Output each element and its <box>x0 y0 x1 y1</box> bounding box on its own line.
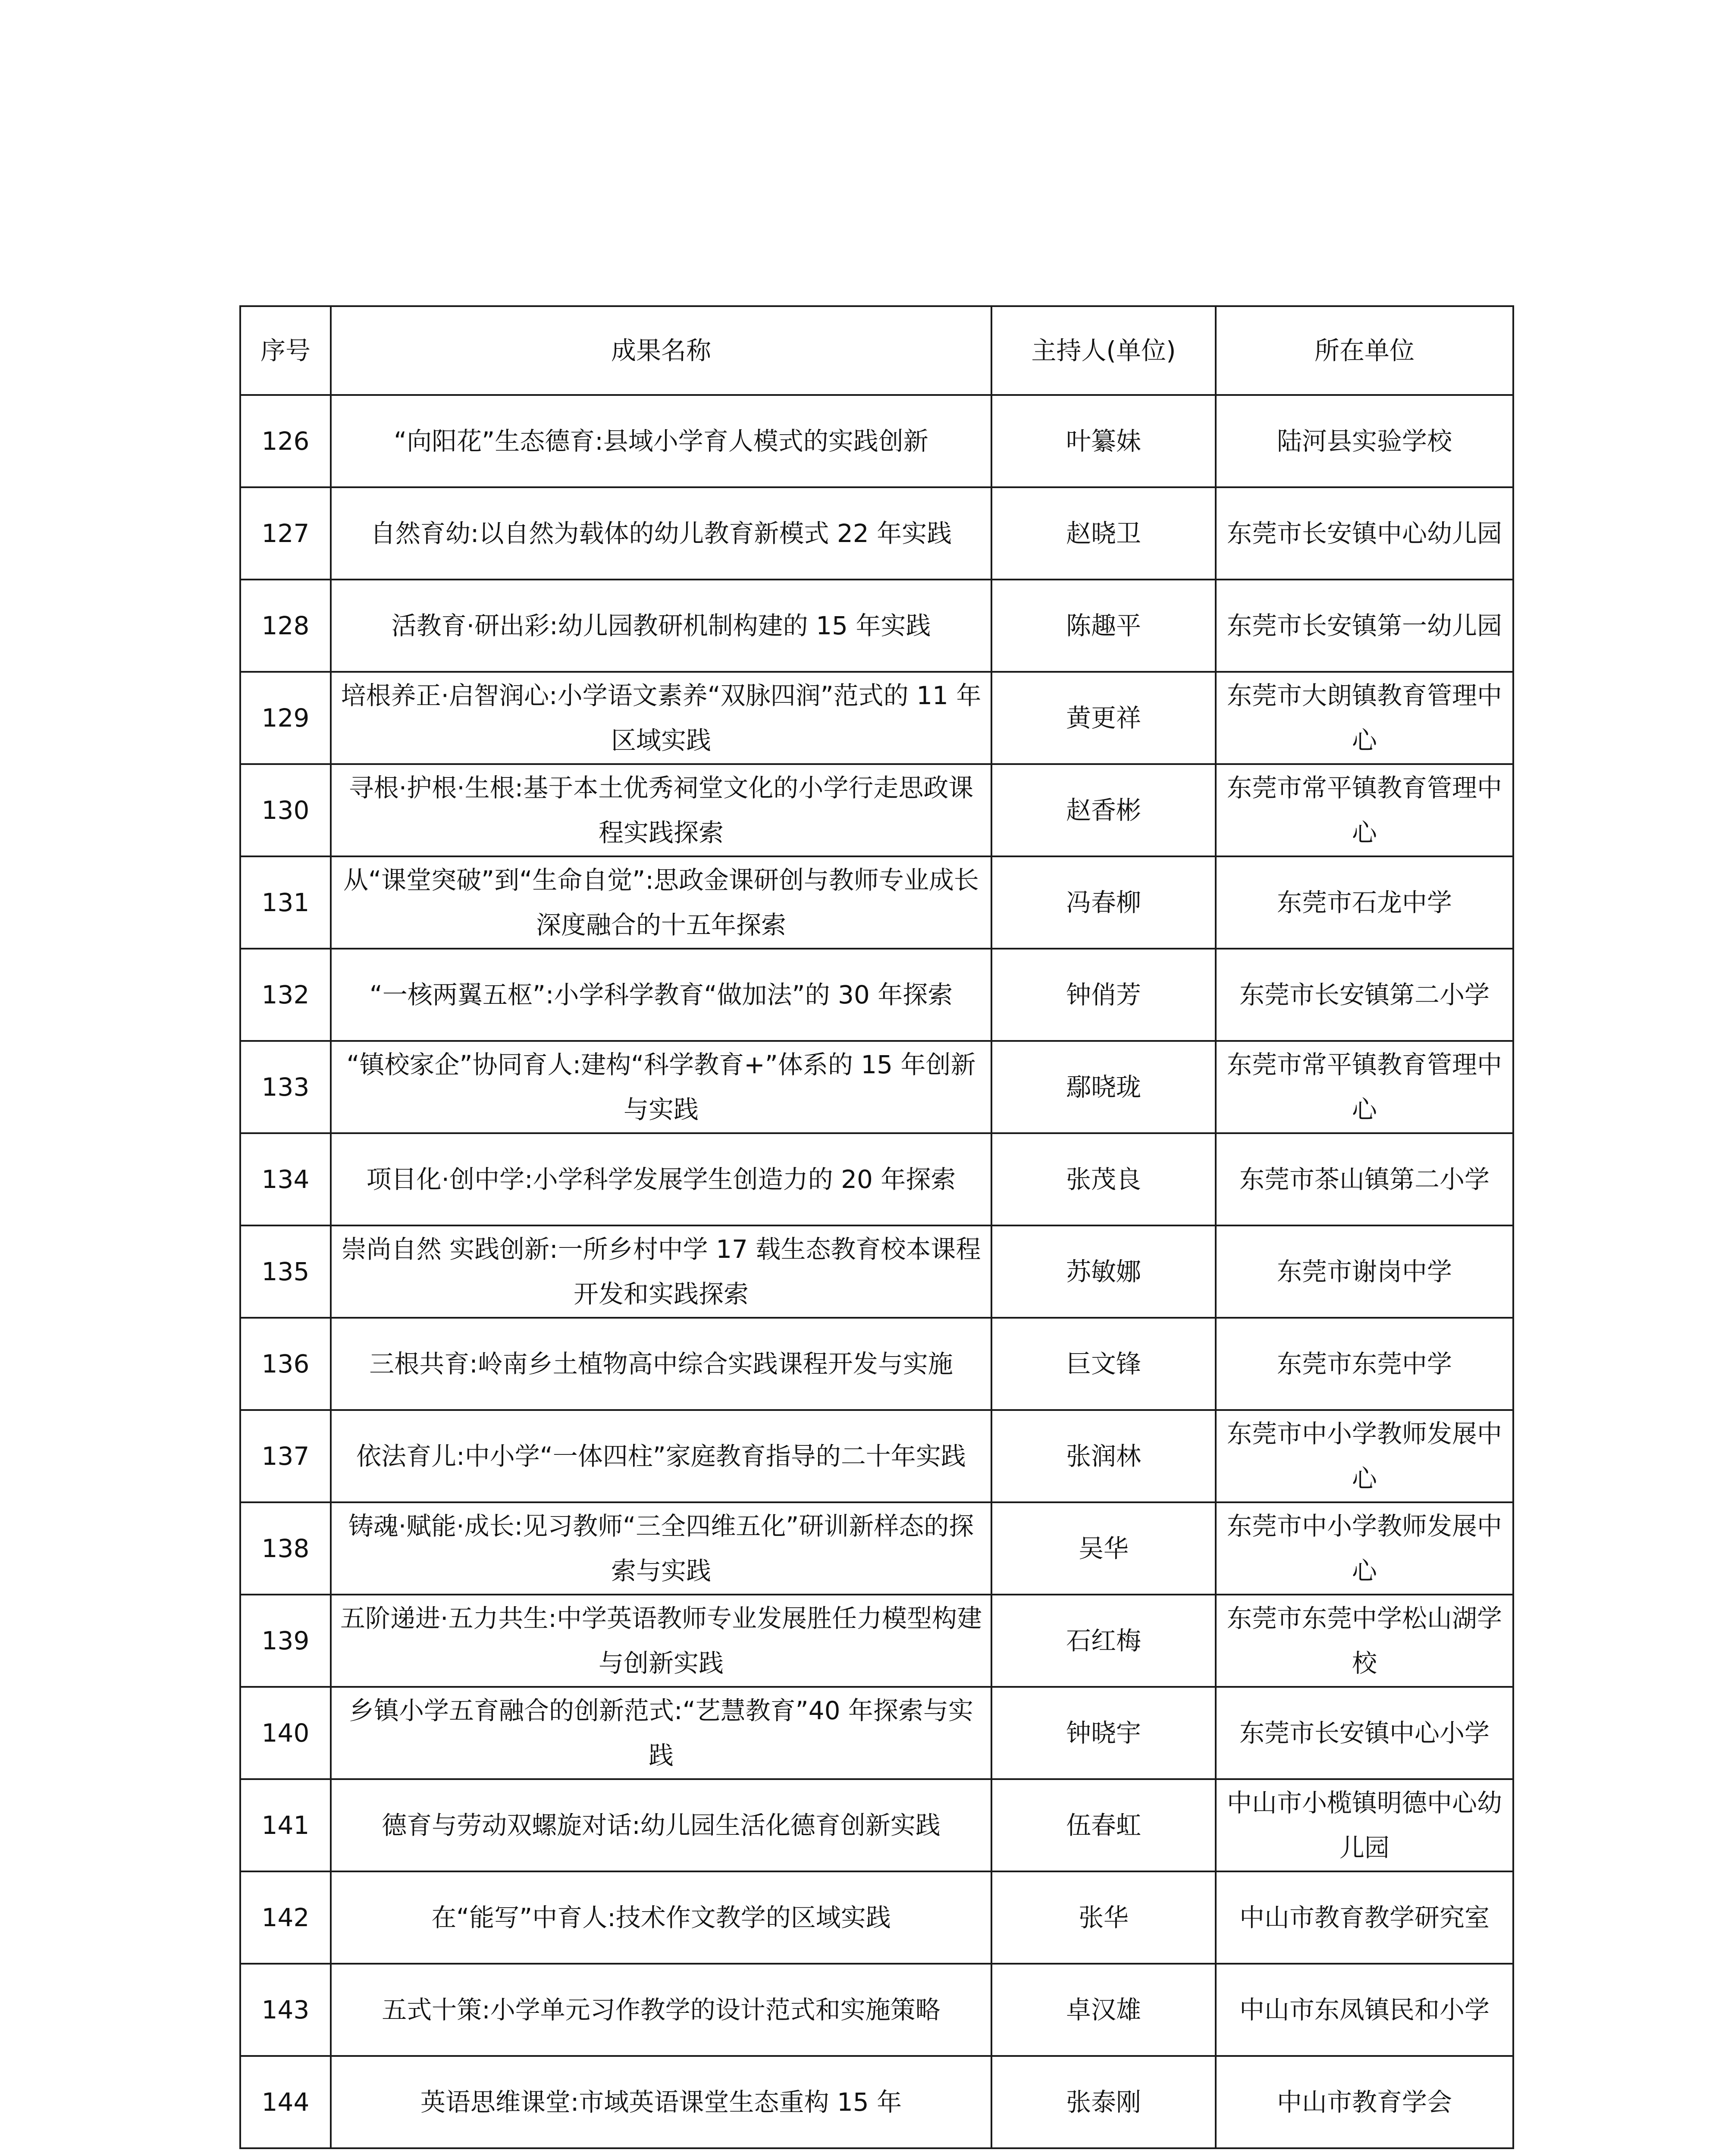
table-row <box>240 1871 1513 1964</box>
cell-unit: 东莞市谢岗中学 <box>1216 1225 1513 1318</box>
cell-unit: 东莞市东莞中学松山湖学校 <box>1216 1595 1513 1687</box>
cell-host: 陈趣平 <box>991 580 1216 672</box>
cell-serial-number: 142 <box>240 1871 331 1964</box>
cell-host: 鄢晓珑 <box>991 1041 1216 1133</box>
cell-host: 钟晓宇 <box>991 1687 1216 1779</box>
cell-unit: 东莞市大朗镇教育管理中心 <box>1216 672 1513 764</box>
cell-unit: 东莞市中小学教师发展中心 <box>1216 1410 1513 1502</box>
cell-result-name: 在“能写”中育人:技术作文教学的区域实践 <box>331 1871 991 1964</box>
header-result-name: 成果名称 <box>331 306 991 395</box>
cell-result-name: 项目化·创中学:小学科学发展学生创造力的 20 年探索 <box>331 1133 991 1225</box>
cell-result-name: 铸魂·赋能·成长:见习教师“三全四维五化”研训新样态的探索与实践 <box>331 1502 991 1595</box>
table-row <box>240 1133 1513 1225</box>
table-row <box>240 487 1513 580</box>
cell-unit: 中山市教育学会 <box>1216 2056 1513 2148</box>
cell-host: 伍春虹 <box>991 1779 1216 1871</box>
cell-serial-number: 133 <box>240 1041 331 1133</box>
table-header <box>240 306 1513 395</box>
cell-serial-number: 134 <box>240 1133 331 1225</box>
cell-host: 石红梅 <box>991 1595 1216 1687</box>
results-table <box>239 305 1514 2149</box>
cell-unit: 东莞市常平镇教育管理中心 <box>1216 764 1513 856</box>
cell-serial-number: 140 <box>240 1687 331 1779</box>
cell-unit: 东莞市常平镇教育管理中心 <box>1216 1041 1513 1133</box>
cell-serial-number: 141 <box>240 1779 331 1871</box>
cell-serial-number: 126 <box>240 395 331 487</box>
cell-host: 黄更祥 <box>991 672 1216 764</box>
table-row <box>240 949 1513 1041</box>
table-row <box>240 1964 1513 2056</box>
table-body <box>240 395 1513 2148</box>
cell-unit: 东莞市石龙中学 <box>1216 856 1513 949</box>
cell-unit: 中山市小榄镇明德中心幼儿园 <box>1216 1779 1513 1871</box>
cell-serial-number: 131 <box>240 856 331 949</box>
table-row <box>240 1410 1513 1502</box>
cell-host: 张茂良 <box>991 1133 1216 1225</box>
table-row <box>240 580 1513 672</box>
cell-host: 冯春柳 <box>991 856 1216 949</box>
cell-host: 张泰刚 <box>991 2056 1216 2148</box>
cell-serial-number: 138 <box>240 1502 331 1595</box>
header-unit: 所在单位 <box>1216 306 1513 395</box>
table-row <box>240 856 1513 949</box>
cell-unit: 东莞市东莞中学 <box>1216 1318 1513 1410</box>
table-row <box>240 672 1513 764</box>
cell-host: 钟俏芳 <box>991 949 1216 1041</box>
cell-host: 张润林 <box>991 1410 1216 1502</box>
cell-serial-number: 137 <box>240 1410 331 1502</box>
table-row <box>240 1502 1513 1595</box>
cell-result-name: 三根共育:岭南乡土植物高中综合实践课程开发与实施 <box>331 1318 991 1410</box>
cell-result-name: “一核两翼五枢”:小学科学教育“做加法”的 30 年探索 <box>331 949 991 1041</box>
header-serial-number: 序号 <box>240 306 331 395</box>
table-row <box>240 1318 1513 1410</box>
header-row <box>240 306 1513 395</box>
cell-serial-number: 135 <box>240 1225 331 1318</box>
table-row <box>240 2056 1513 2148</box>
cell-unit: 中山市东凤镇民和小学 <box>1216 1964 1513 2056</box>
table-row <box>240 1225 1513 1318</box>
cell-serial-number: 128 <box>240 580 331 672</box>
cell-result-name: “向阳花”生态德育:县域小学育人模式的实践创新 <box>331 395 991 487</box>
cell-serial-number: 130 <box>240 764 331 856</box>
cell-host: 卓汉雄 <box>991 1964 1216 2056</box>
cell-result-name: 依法育儿:中小学“一体四柱”家庭教育指导的二十年实践 <box>331 1410 991 1502</box>
cell-serial-number: 127 <box>240 487 331 580</box>
cell-result-name: 德育与劳动双螺旋对话:幼儿园生活化德育创新实践 <box>331 1779 991 1871</box>
header-host: 主持人(单位) <box>991 306 1216 395</box>
cell-serial-number: 143 <box>240 1964 331 2056</box>
cell-host: 苏敏娜 <box>991 1225 1216 1318</box>
cell-serial-number: 139 <box>240 1595 331 1687</box>
cell-host: 叶纂妹 <box>991 395 1216 487</box>
cell-serial-number: 144 <box>240 2056 331 2148</box>
table-row <box>240 395 1513 487</box>
cell-result-name: 从“课堂突破”到“生命自觉”:思政金课研创与教师专业成长深度融合的十五年探索 <box>331 856 991 949</box>
cell-result-name: 活教育·研出彩:幼儿园教研机制构建的 15 年实践 <box>331 580 991 672</box>
cell-result-name: 自然育幼:以自然为载体的幼儿教育新模式 22 年实践 <box>331 487 991 580</box>
cell-unit: 东莞市长安镇中心幼儿园 <box>1216 487 1513 580</box>
cell-result-name: 英语思维课堂:市域英语课堂生态重构 15 年 <box>331 2056 991 2148</box>
cell-unit: 东莞市中小学教师发展中心 <box>1216 1502 1513 1595</box>
cell-result-name: 寻根·护根·生根:基于本土优秀祠堂文化的小学行走思政课程实践探索 <box>331 764 991 856</box>
cell-unit: 东莞市长安镇第一幼儿园 <box>1216 580 1513 672</box>
cell-unit: 东莞市茶山镇第二小学 <box>1216 1133 1513 1225</box>
cell-result-name: 乡镇小学五育融合的创新范式:“艺慧教育”40 年探索与实践 <box>331 1687 991 1779</box>
cell-serial-number: 136 <box>240 1318 331 1410</box>
cell-host: 吴华 <box>991 1502 1216 1595</box>
cell-unit: 东莞市长安镇中心小学 <box>1216 1687 1513 1779</box>
cell-result-name: 五式十策:小学单元习作教学的设计范式和实施策略 <box>331 1964 991 2056</box>
cell-unit: 陆河县实验学校 <box>1216 395 1513 487</box>
cell-result-name: 五阶递进·五力共生:中学英语教师专业发展胜任力模型构建与创新实践 <box>331 1595 991 1687</box>
cell-serial-number: 132 <box>240 949 331 1041</box>
table-row <box>240 1041 1513 1133</box>
cell-host: 赵香彬 <box>991 764 1216 856</box>
cell-host: 张华 <box>991 1871 1216 1964</box>
cell-host: 巨文锋 <box>991 1318 1216 1410</box>
table-row <box>240 1779 1513 1871</box>
table-row <box>240 1687 1513 1779</box>
cell-unit: 中山市教育教学研究室 <box>1216 1871 1513 1964</box>
cell-result-name: 培根养正·启智润心:小学语文素养“双脉四润”范式的 11 年区域实践 <box>331 672 991 764</box>
cell-result-name: “镇校家企”协同育人:建构“科学教育+”体系的 15 年创新与实践 <box>331 1041 991 1133</box>
cell-host: 赵晓卫 <box>991 487 1216 580</box>
table-row <box>240 1595 1513 1687</box>
table-row <box>240 764 1513 856</box>
cell-serial-number: 129 <box>240 672 331 764</box>
cell-result-name: 崇尚自然 实践创新:一所乡村中学 17 载生态教育校本课程开发和实践探索 <box>331 1225 991 1318</box>
cell-unit: 东莞市长安镇第二小学 <box>1216 949 1513 1041</box>
